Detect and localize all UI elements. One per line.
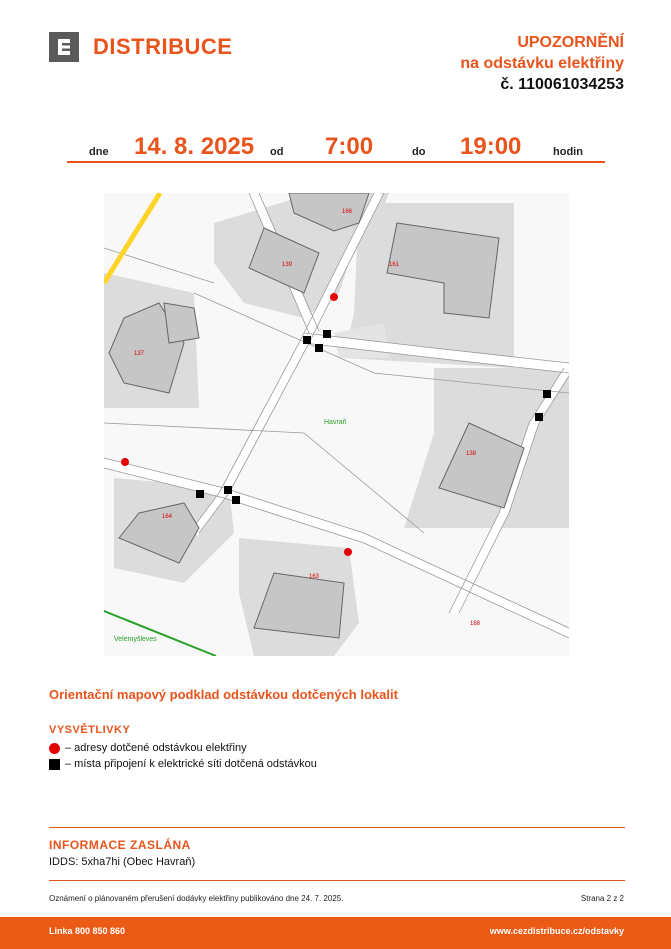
house-number-138: 138 [466,451,477,457]
notice-number: č. 110061034253 [500,76,624,93]
notice-subtitle: na odstávku elektřiny [460,55,624,72]
info-recipient: IDDS: 5xha7hi (Obec Havraň) [49,856,196,868]
schedule-line [67,131,605,163]
page-number: Strana 2 z 2 [580,894,624,903]
connection-point-marker [303,336,311,344]
notice-heading [460,32,624,95]
legend-title: VYSVĚTLIVKY [49,724,131,736]
website-link[interactable]: www.cezdistribuce.cz/odstavky [489,926,624,936]
notice-title: UPOZORNĚNÍ [517,34,624,51]
cez-logo-icon [49,32,79,62]
affected-address-marker [121,458,129,466]
divider [49,880,625,881]
affected-address-marker [330,293,338,301]
house-number-164: 164 [162,514,173,520]
legend-label: – místa připojení k elektrické síti dotčená odstávkou [65,758,317,770]
map-drawing [104,193,569,656]
connection-point-marker [224,486,232,494]
black-square-icon [49,759,60,770]
footer-bar [0,917,671,949]
red-dot-icon [49,743,60,754]
hotline: Linka 800 850 860 [49,926,126,936]
affected-address-marker [344,548,352,556]
from-label: od [270,146,284,158]
from-time: 7:00 [325,133,374,160]
house-number-139: 139 [282,262,293,268]
outage-date: 14. 8. 2025 [134,133,255,160]
legend-item-address [49,742,247,754]
locality-havran: Havraň [324,419,347,426]
connection-point-marker [543,390,551,398]
locality-velemysleves: Velemyšleves [114,636,157,643]
house-number-166: 166 [342,209,353,215]
map-caption: Orientační mapový podklad odstávkou dotčených lokalit [49,687,398,702]
house-number-168: 168 [470,621,481,627]
connection-point-marker [535,413,543,421]
to-time: 19:00 [460,133,522,160]
house-number-163: 163 [309,574,320,580]
unit-label: hodin [553,146,583,158]
connection-point-marker [315,344,323,352]
connection-point-marker [323,330,331,338]
divider [49,827,625,828]
brand-name: DISTRIBUCE [93,34,233,59]
outage-map [104,193,569,656]
legend-item-connection [49,758,317,770]
info-title: INFORMACE ZASLÁNA [49,838,191,852]
connection-point-marker [232,496,240,504]
house-number-137: 137 [134,351,145,357]
publication-note: Oznámení o plánovaném přerušení dodávky elektřiny publikováno dne 24. 7. 2025. [49,894,344,903]
to-label: do [412,146,426,158]
house-number-161: 161 [389,262,400,268]
day-label: dne [89,146,109,158]
connection-point-marker [196,490,204,498]
legend-label: – adresy dotčené odstávkou elektřiny [65,742,247,754]
